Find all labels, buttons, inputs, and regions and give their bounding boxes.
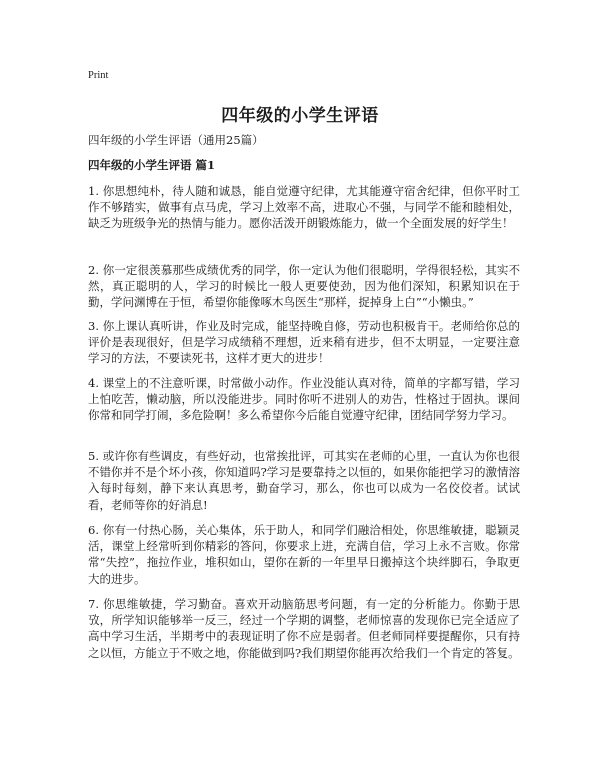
page-title: 四年级的小学生评语 bbox=[221, 106, 379, 126]
comment-paragraph-7: 7. 你思维敏捷，学习勤奋。喜欢开动脑筋思考问题，有一定的分析能力。你勤于思攷，所学知识能够举一反三，经过一个学期的调整，老师惊喜的发现你已完全适应了高中学习生活，半期考中的表现证明了你不应是弱者。但老师同样要提醒你，只有持之以恒，方能立于不败之地，你能做到吗?我们期望你能再次给我们一个肯定的答复。 bbox=[88, 597, 520, 660]
comment-paragraph-4: 4. 课堂上的不注意听课，时常做小动作。作业没能认真对待，简单的字都写错，学习上怕吃苦，懒动脑，所以没能进步。同时你听不进别人的劝告，性格过于固执。课间你常和同学打闹，多危险啊！多么希望你今后能自觉遵守纪律，团结同学努力学习。 bbox=[88, 376, 520, 423]
section-heading: 四年级的小学生评语 篇1 bbox=[88, 158, 216, 172]
comment-paragraph-6: 6. 你有一付热心肠，关心集体，乐于助人，和同学们融洽相处，你思维敏捷，聪颖灵活，课堂上经常听到你精彩的答问，你要求上进，充满自信，学习上永不言败。你常常“失控”，拖拉作业，堆积如山，望你在新的一年里早日搬掉这个块绊脚石，争取更大的进步。 bbox=[88, 523, 520, 586]
comment-paragraph-1: 1. 你思想纯朴，待人随和诚恳，能自觉遵守纪律，尤其能遵守宿舍纪律，但你平时工作不够踏实，做事有点马虎，学习上效率不高，进取心不强，与同学不能和睦相处，缺乏为班级争光的热情与能力。愿你活泼开朗锻炼能力，做一个全面发展的好学生！ bbox=[88, 184, 520, 231]
comment-paragraph-5: 5. 或许你有些调皮，有些好动，也常挨批评，可其实在老师的心里，一直认为你也很不错你并不是个坏小孩，你知道吗?学习是要靠持之以恒的，如果你能把学习的激情溶入每时每刻，静下来认真思考，勤奋学习，那么，你也可以成为一名佼佼者。试试看，老师等你的好消息! bbox=[88, 449, 520, 512]
comment-paragraph-3: 3. 你上课认真听讲，作业及时完成，能坚持晚自修，劳动也积极肯干。老师给你总的评价是表现很好，但是学习成绩稍不理想，近来稍有进步，但不太明显，一定要注意学习的方法，不要读死书，这样才更大的进步！ bbox=[88, 319, 520, 366]
print-link[interactable]: Print bbox=[88, 70, 109, 81]
document-subtitle: 四年级的小学生评语（通用25篇） bbox=[88, 133, 264, 147]
comment-paragraph-2: 2. 你一定很羡慕那些成绩优秀的同学，你一定认为他们很聪明，学得很轻松，其实不然，真正聪明的人，学习的时候比一般人更要使劲，因为他们深知，积累知识在于勤，学问渊博在于恒，希望你能像啄木鸟医生“那样，捉掉身上白”“小懒虫。” bbox=[88, 263, 520, 310]
